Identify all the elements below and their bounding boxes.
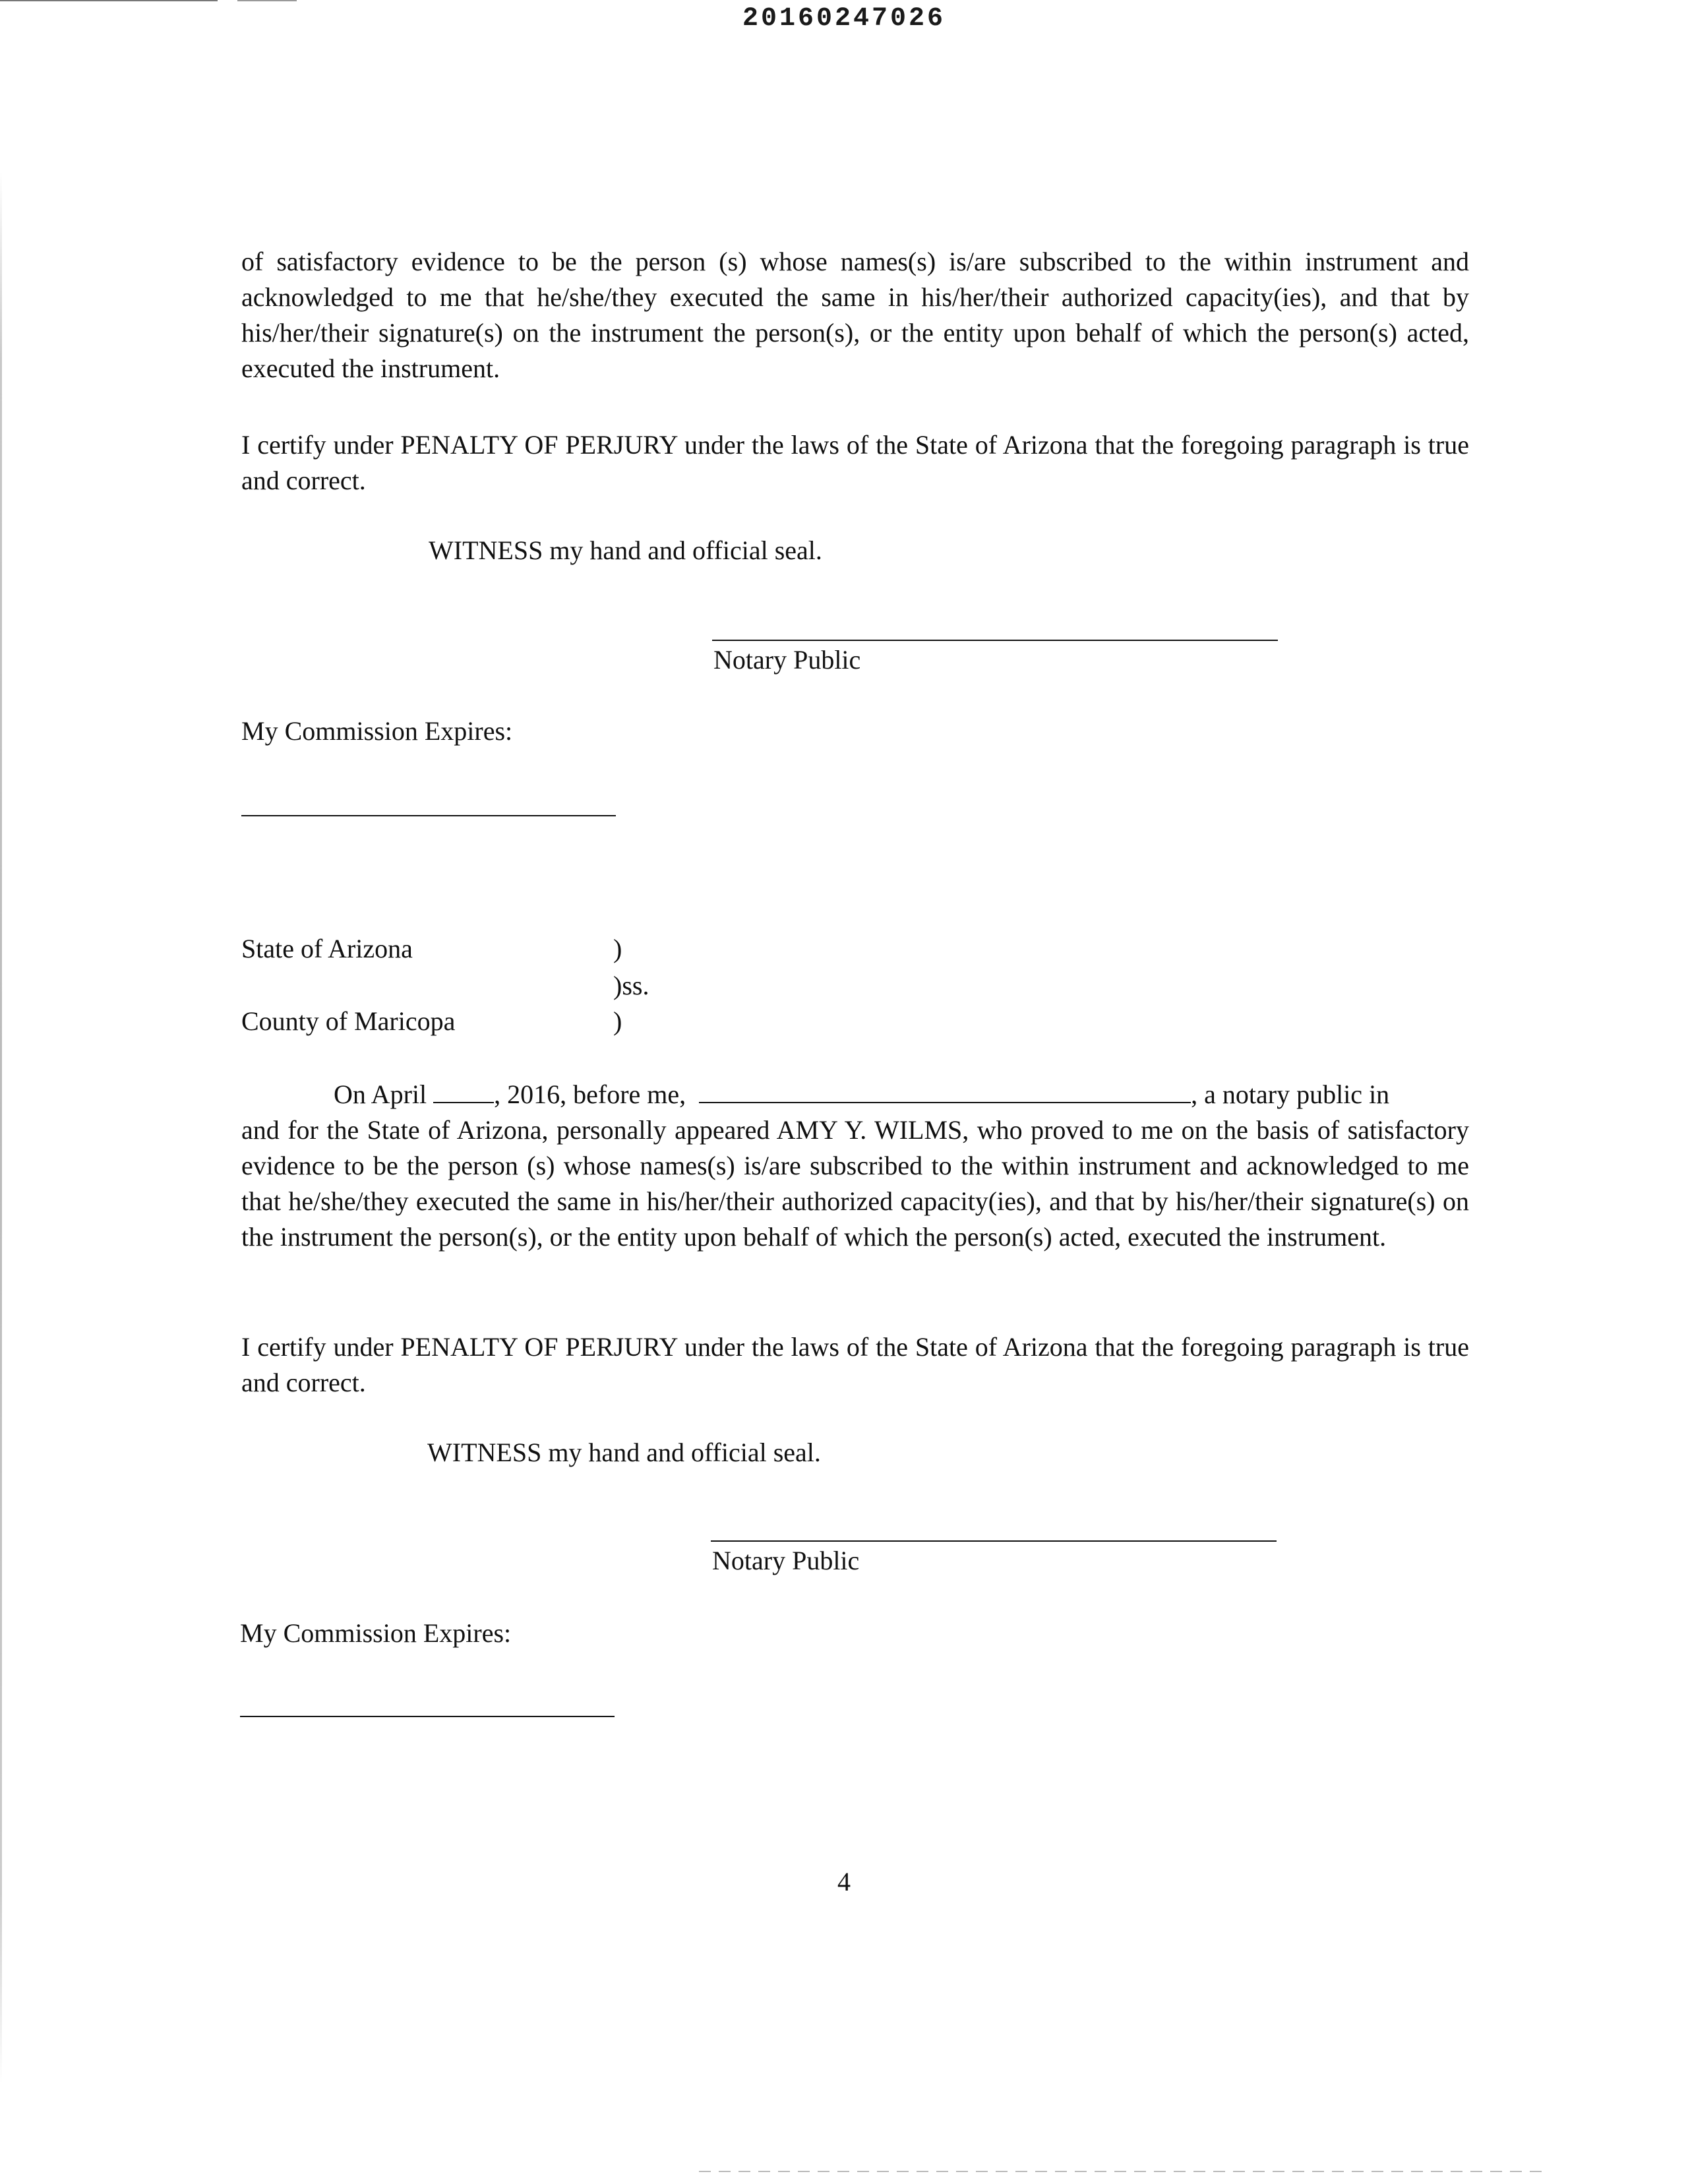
intro-text-part2: , 2016, before me, xyxy=(494,1079,686,1109)
scan-artifact-top xyxy=(0,0,218,1)
venue-state: State of Arizona xyxy=(241,934,413,963)
notary-public-label-1: Notary Public xyxy=(713,645,861,675)
intro-text-part3: , a notary public in xyxy=(1191,1079,1390,1109)
perjury-certification-1: I certify under PENALTY OF PERJURY under the laws of the State of Arizona that the foregoing paragraph is true and correct. xyxy=(241,430,1469,495)
venue-ss: )ss. xyxy=(613,971,649,1000)
page-number: 4 xyxy=(837,1867,851,1896)
commission-expires-label-1: My Commission Expires: xyxy=(241,716,513,746)
acknowledgment-paragraph-continuation: of satisfactory evidence to be the person (s) whose names(s) is/are subscribed to the within instrument and acknowledged to me that he/she/they executed the same in his/her/their authorized capacity(ies), and that by his/her/their signature(s) on the instrument the person(s), or the entity upon behalf of which the person(s) acted, executed the instrument. xyxy=(241,247,1469,383)
notary-name-blank xyxy=(699,1079,1191,1103)
scan-artifact-top-2 xyxy=(237,0,297,1)
venue-paren-top: ) xyxy=(613,934,622,963)
intro-text-part1: On April xyxy=(334,1079,427,1109)
commission-expires-line-1 xyxy=(241,815,616,816)
witness-statement-2: WITNESS my hand and official seal. xyxy=(427,1438,821,1467)
notary-signature-line-1 xyxy=(712,640,1278,641)
day-blank xyxy=(433,1079,494,1103)
notary-public-label-2: Notary Public xyxy=(712,1546,860,1575)
acknowledgment-paragraph-2: and for the State of Arizona, personally appeared AMY Y. WILMS, who proved to me on the basis of satisfactory evidence to be the person (s) whose names(s) is/are subscribed to the within instrument and acknowledged to me that he/she/they executed the same in his/her/their authorized capacity(ies), and that by his/her/their signature(s) on the instrument the person(s), or the entity upon behalf of which the person(s) acted, executed the instrument. xyxy=(241,1115,1469,1252)
witness-statement-1: WITNESS my hand and official seal. xyxy=(429,535,822,565)
venue-paren-bottom: ) xyxy=(613,1006,622,1036)
scan-artifact-bottom xyxy=(699,2171,1543,2172)
venue-county: County of Maricopa xyxy=(241,1006,456,1036)
acknowledgment-intro-line xyxy=(241,1077,1469,1112)
document-number: 20160247026 xyxy=(742,4,946,34)
perjury-certification-2: I certify under PENALTY OF PERJURY under the laws of the State of Arizona that the foregoing paragraph is true and correct. xyxy=(241,1332,1469,1397)
commission-expires-label-2: My Commission Expires: xyxy=(240,1618,512,1648)
commission-expires-line-2 xyxy=(240,1716,615,1717)
scan-artifact-left-edge xyxy=(0,171,2,2084)
notary-signature-line-2 xyxy=(711,1540,1277,1542)
